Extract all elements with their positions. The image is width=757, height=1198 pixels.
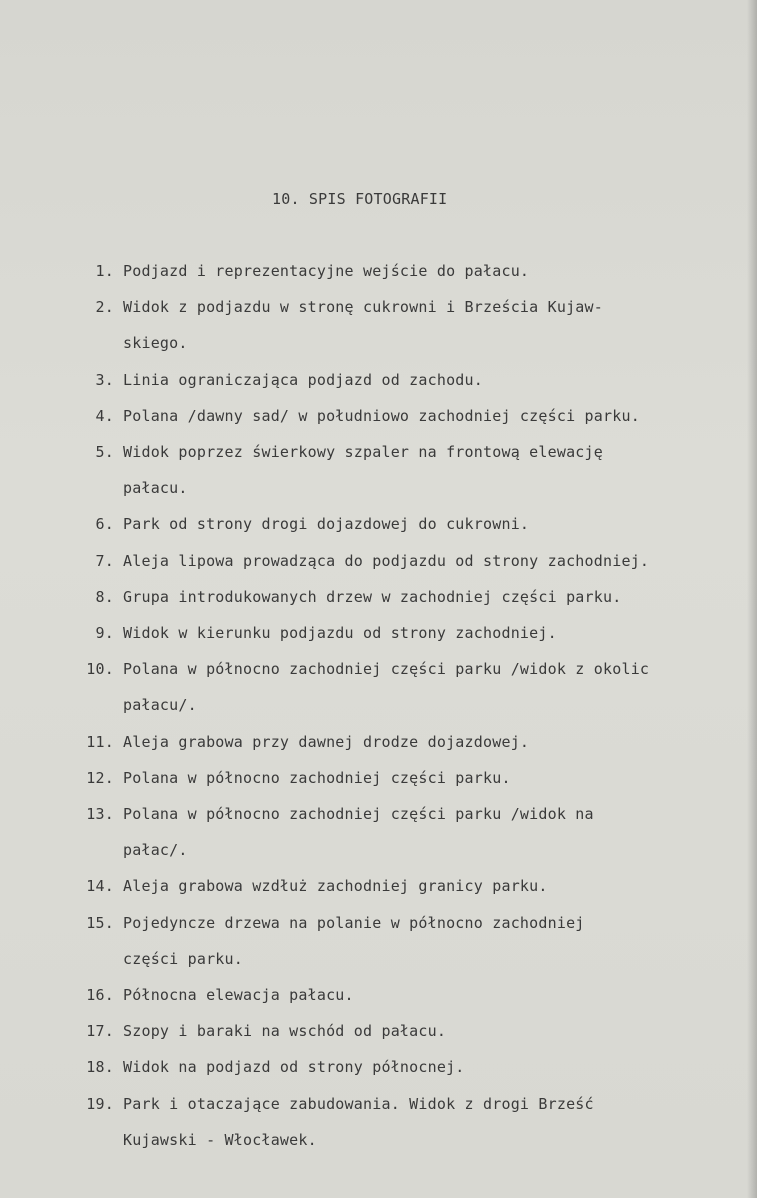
item-number: 12. <box>86 768 114 787</box>
item-text: pałac/. <box>123 841 188 860</box>
item-text: Park i otaczające zabudowania. Widok z drogi Brześć <box>123 1094 594 1113</box>
item-number: 8. <box>95 587 114 606</box>
item-text: Aleja grabowa wzdłuż zachodniej granicy parku. <box>123 877 548 896</box>
page-title: 10. SPIS FOTOGRAFII <box>272 190 448 208</box>
item-number: 15. <box>86 913 114 932</box>
item-number: 1. <box>95 262 114 280</box>
item-number: 10. <box>86 660 114 679</box>
item-number: 6. <box>95 515 114 534</box>
item-text: pałacu. <box>123 479 188 498</box>
item-text: Podjazd i reprezentacyjne wejście do pałacu. <box>123 262 530 280</box>
item-text: części parku. <box>123 949 243 968</box>
item-text: Północna elewacja pałacu. <box>123 986 354 1004</box>
item-number: 3. <box>95 370 114 389</box>
item-number: 16. <box>86 986 114 1004</box>
item-number: 7. <box>95 551 114 570</box>
item-number: 11. <box>86 732 114 751</box>
item-text: Pojedyncze drzewa na polanie w północno zachodniej <box>123 913 585 932</box>
item-text: Grupa introdukowanych drzew w zachodniej części parku. <box>123 587 622 606</box>
item-text: Aleja lipowa prowadząca do podjazdu od strony zachodniej. <box>123 551 650 570</box>
item-text: Kujawski - Włocławek. <box>123 1130 317 1149</box>
item-number: 18. <box>86 1058 114 1077</box>
item-text: pałacu/. <box>123 696 197 715</box>
item-number: 13. <box>86 805 114 823</box>
item-text: Polana w północno zachodniej części parku /widok z okolic <box>123 660 650 679</box>
item-text: skiego. <box>123 334 188 353</box>
item-text: Widok w kierunku podjazdu od strony zachodniej. <box>123 624 557 642</box>
item-text: Widok na podjazd od strony północnej. <box>123 1058 465 1077</box>
item-number: 17. <box>86 1022 114 1041</box>
item-text: Polana /dawny sad/ w południowo zachodniej części parku. <box>123 406 640 425</box>
item-number: 5. <box>95 443 114 461</box>
item-text: Polana w północno zachodniej części parku. <box>123 768 511 787</box>
item-number: 4. <box>95 406 114 425</box>
item-text: Szopy i baraki na wschód od pałacu. <box>123 1022 447 1041</box>
item-text: Widok z podjazdu w stronę cukrowni i Brześcia Kujaw- <box>123 298 603 317</box>
item-number: 9. <box>95 624 114 642</box>
item-text: Park od strony drogi dojazdowej do cukrowni. <box>123 515 530 534</box>
item-number: 19. <box>86 1094 114 1113</box>
item-number: 14. <box>86 877 114 896</box>
page-edge-shadow <box>747 0 757 1198</box>
item-text: Polana w północno zachodniej części parku /widok na <box>123 805 594 823</box>
item-text: Widok poprzez świerkowy szpaler na frontową elewację <box>123 443 603 461</box>
item-text: Aleja grabowa przy dawnej drodze dojazdowej. <box>123 732 530 751</box>
item-text: Linia ograniczająca podjazd od zachodu. <box>123 370 483 389</box>
item-number: 2. <box>95 298 114 317</box>
